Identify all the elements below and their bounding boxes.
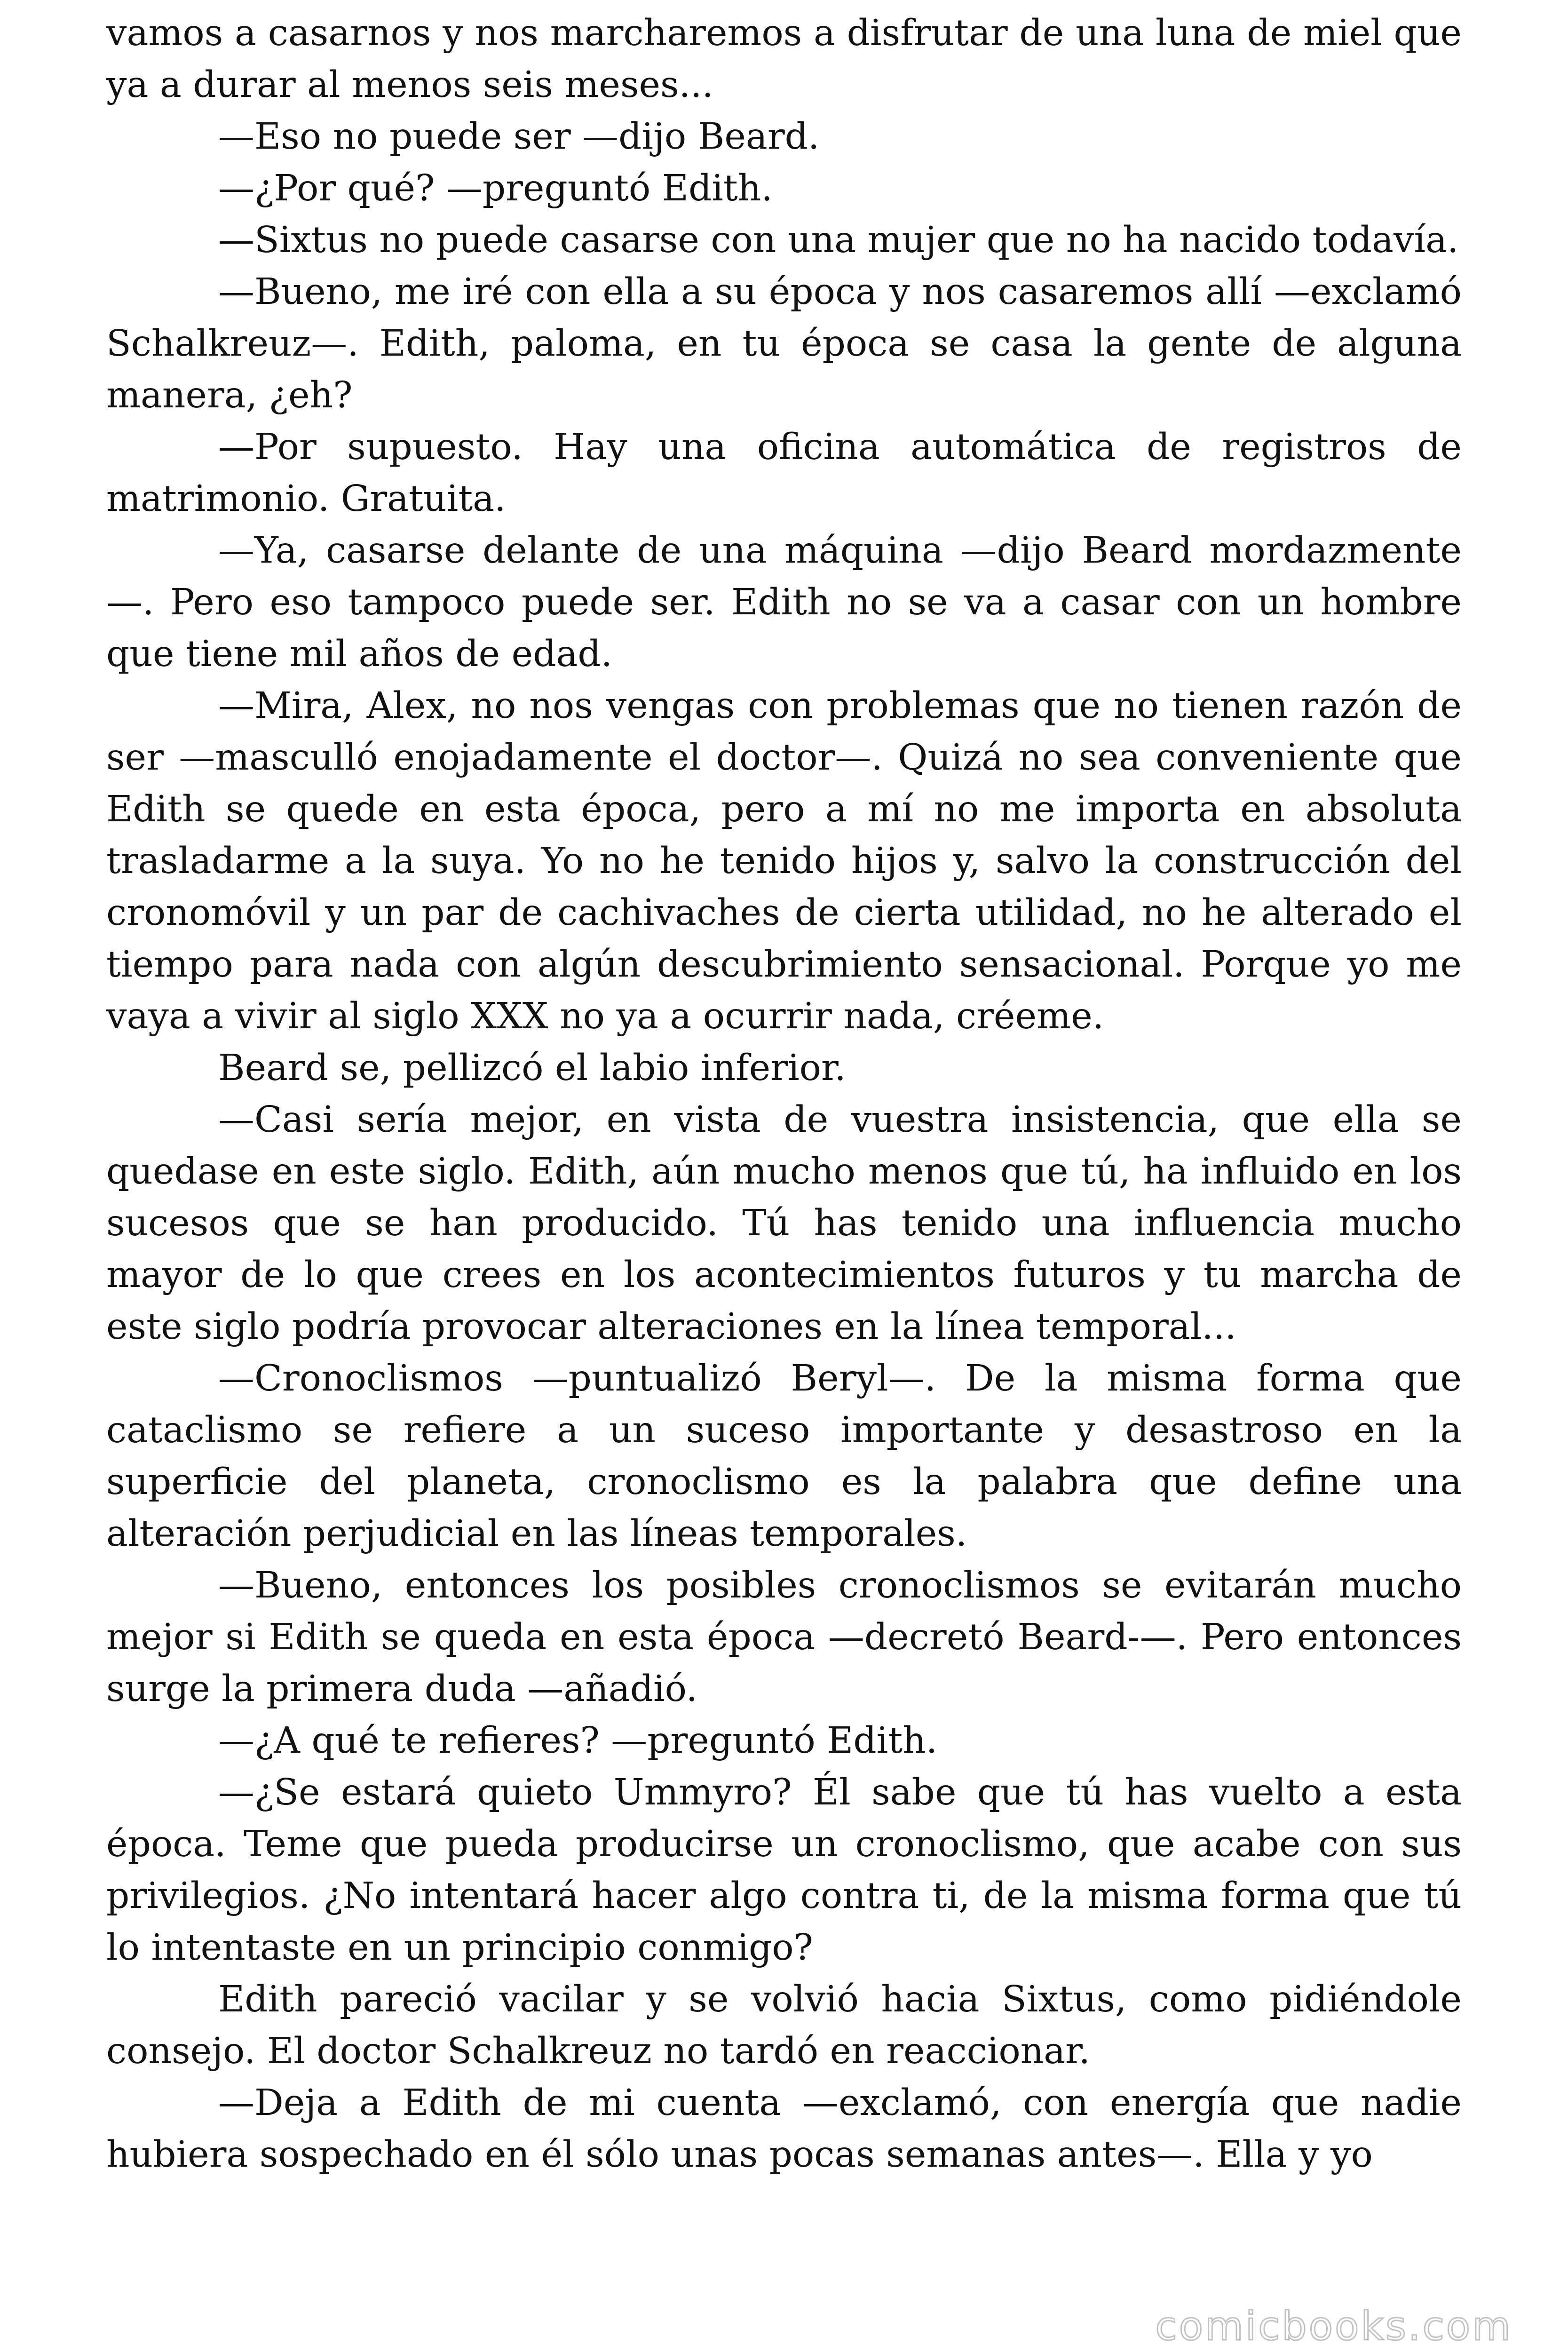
paragraph: —Bueno, me iré con ella a su época y nos casaremos allí —exclamó Schalkreuz—. Edith, paloma, en tu época se casa la gente de alguna manera, ¿eh? — [106, 271, 1462, 416]
paragraph: —Ya, casarse delante de una máquina —dijo Beard mordazmente—. Pero eso tampoco puede ser. Edith no se va a casar con un hombre que tiene mil años de edad. — [106, 530, 1462, 675]
paragraph: —Deja a Edith de mi cuenta —exclamó, con energía que nadie hubiera sospechado en él sólo unas pocas semanas antes—. Ella y yo — [106, 2082, 1462, 2176]
paragraph: —Bueno, entonces los posibles cronoclismos se evitarán mucho mejor si Edith se queda en esta época —decretó Beard-—. Pero entonces surge la primera duda —añadió. — [106, 1565, 1462, 1710]
paragraph: —Por supuesto. Hay una oficina automática de registros de matrimonio. Gratuita. — [106, 426, 1462, 520]
paragraph: —Casi sería mejor, en vista de vuestra insistencia, que ella se quedase en este siglo. Edith, aún mucho menos que tú, ha influido en los sucesos que se han producido. Tú has tenido una influencia mucho mayor de lo que crees en los acontecimientos futuros y tu marcha de este siglo podría provocar alteraciones en la línea temporal... — [106, 1099, 1462, 1348]
paragraph: —Mira, Alex, no nos vengas con problemas que no tienen razón de ser —masculló enojadamente el doctor—. Quizá no sea conveniente que Edith se quede en esta época, pero a mí no me importa en absoluta trasladarme a la suya. Yo no he tenido hijos y, salvo la construcción del cronomóvil y un par de cachivaches de cierta utilidad, no he alterado el tiempo para nada con algún descubrimiento sensacional. Porque yo me vaya a vivir al siglo XXX no ya a ocurrir nada, créeme. — [106, 685, 1462, 1037]
paragraph: vamos a casarnos y nos marcharemos a disfrutar de una luna de miel que ya a durar al menos seis meses... — [106, 12, 1462, 106]
paragraph: —¿Por qué? —preguntó Edith. — [218, 167, 773, 209]
paragraph: Beard se, pellizcó el labio inferior. — [218, 1047, 846, 1089]
page-body — [106, 8, 1462, 2181]
paragraph: —¿A qué te refieres? —preguntó Edith. — [218, 1720, 938, 1762]
paragraph: —Eso no puede ser —dijo Beard. — [218, 116, 820, 158]
paragraph: Edith pareció vacilar y se volvió hacia Sixtus, como pidiéndole consejo. El doctor Schalkreuz no tardó en reaccionar. — [106, 1979, 1462, 2072]
paragraph: —Sixtus no puede casarse con una mujer que no ha nacido todavía. — [218, 219, 1459, 261]
paragraph: —¿Se estará quieto Ummyro? Él sabe que tú has vuelto a esta época. Teme que pueda producirse un cronoclismo, que acabe con sus privilegios. ¿No intentará hacer algo contra ti, de la misma forma que tú lo intentaste en un principio conmigo? — [106, 1772, 1462, 1969]
paragraph: —Cronoclismos —puntualizó Beryl—. De la misma forma que cataclismo se refiere a un suceso importante y desastroso en la superficie del planeta, cronoclismo es la palabra que define una alteración perjudicial en las líneas temporales. — [106, 1358, 1462, 1555]
watermark: comicbooks.com — [1155, 2303, 1513, 2349]
